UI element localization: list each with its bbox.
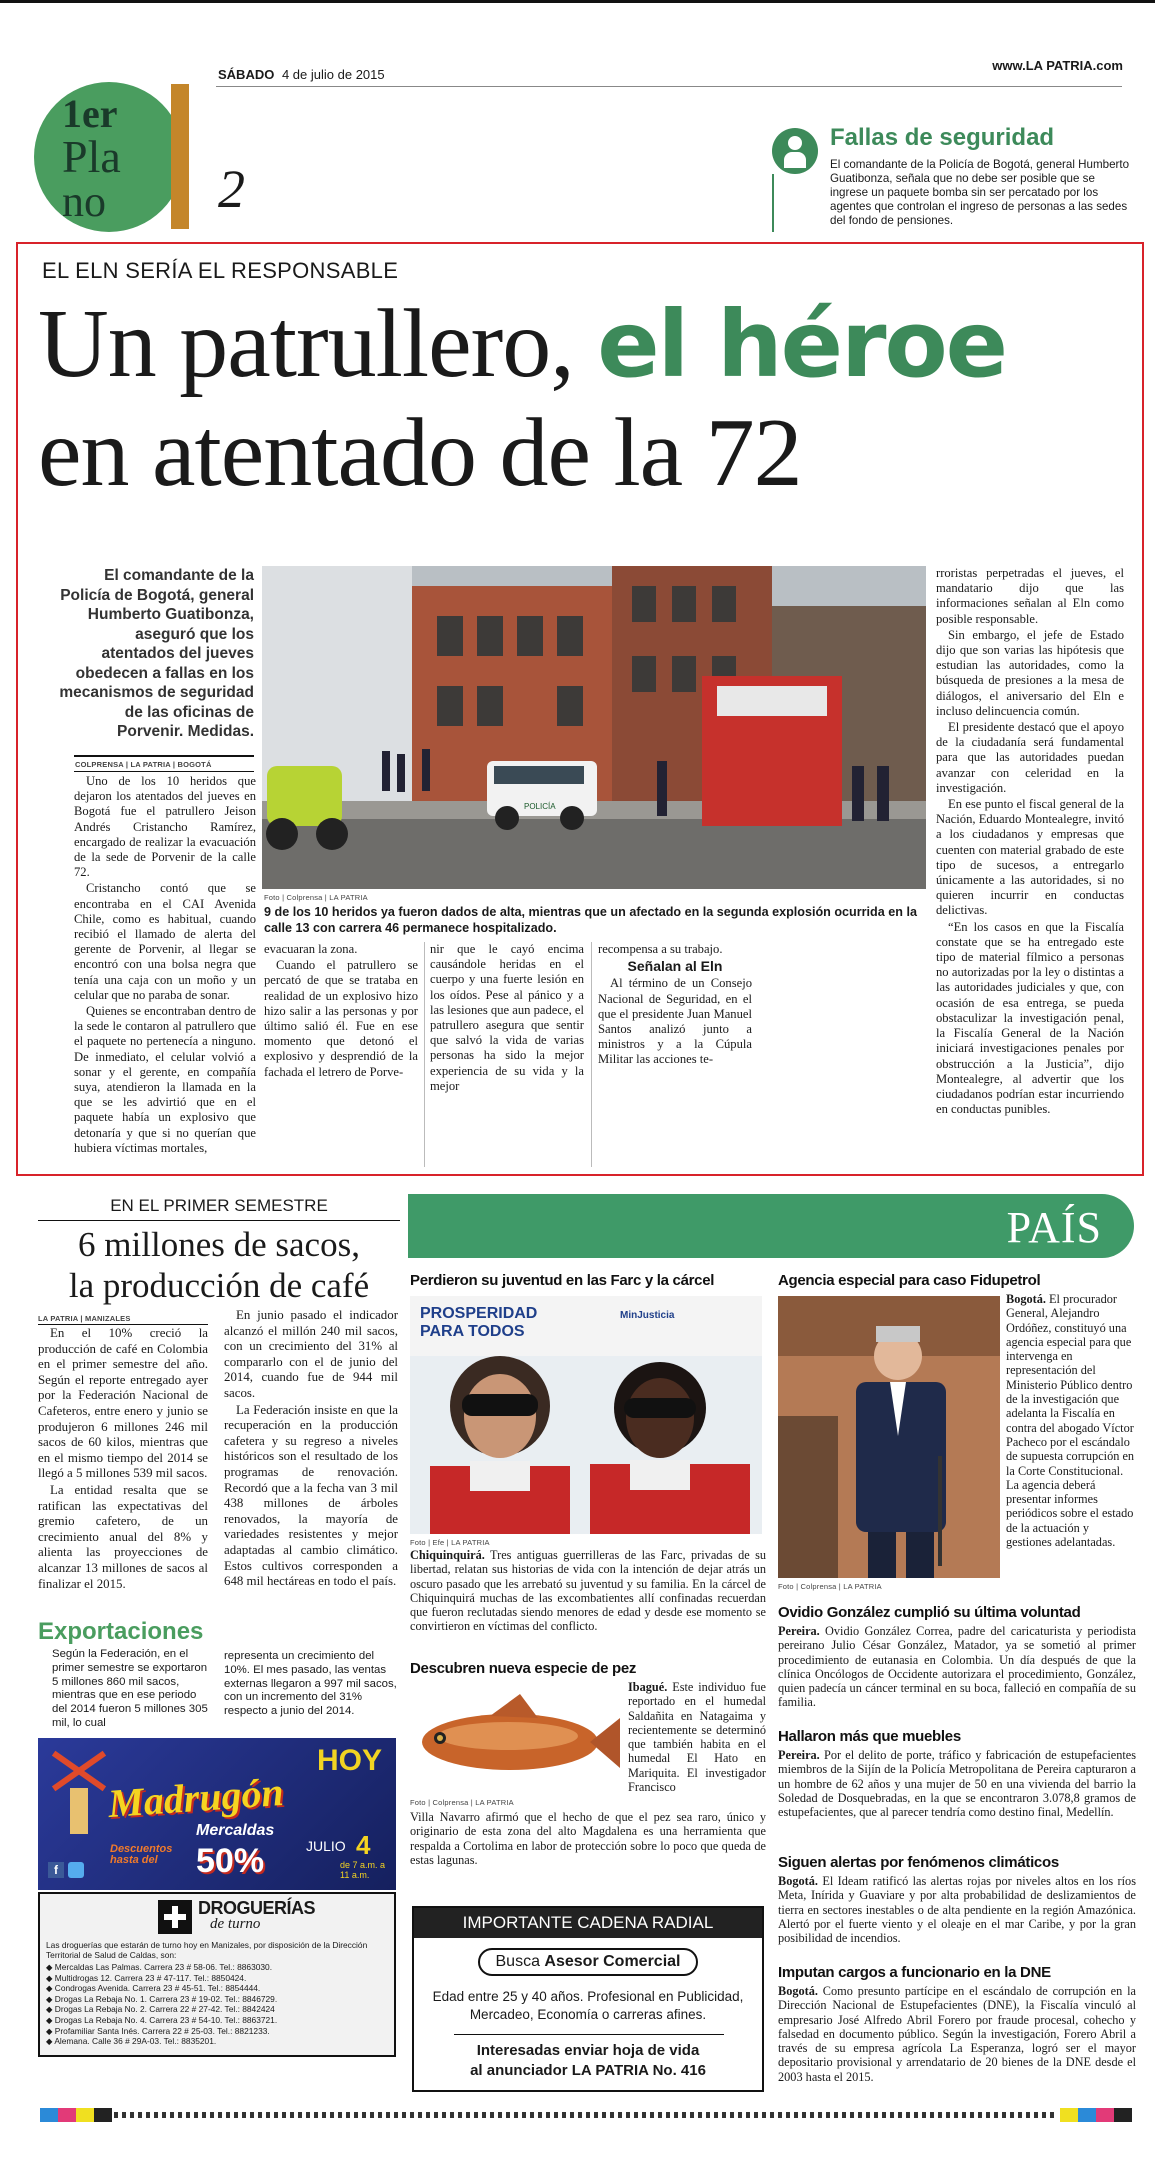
export-title: Exportaciones <box>38 1618 204 1645</box>
fish-illustration <box>410 1684 622 1796</box>
lead-summary: El comandante de la Policía de Bogotá, general Humberto Guatibonza, aseguró que los atentados del jueves obedecen a fallas en los mecanismos de seguridad de las oficinas de Porvenir. Medidas. <box>59 567 254 740</box>
fidupetrol-photo <box>778 1296 1000 1578</box>
ad-hours: de 7 a.m. a 11 a.m. <box>340 1860 386 1880</box>
alertas-title[interactable]: Siguen alertas por fenómenos climáticos <box>778 1854 1059 1871</box>
farc-text <box>410 1548 766 1634</box>
farc-place: Chiquinquirá. <box>410 1548 485 1562</box>
lead-col-3 <box>430 942 584 1095</box>
lead-photo-caption: 9 de los 10 heridos ya fueron dados de alta, mientras que un afectado en la segunda explosión ocurrida en la calle 13 con carrera 46 permanece hospitalizado. <box>264 905 917 935</box>
dne-text <box>778 1984 1136 2084</box>
lead-col1-p: Cristancho contó que se encontraba en el CAI Avenida Chile, como es habitual, cuando recibió el llamado de alerta del gerente de Porvenir, al llegar se encontró con una bolsa negra que tenía una caja con un moño y un celular que no paraba de sonar. <box>74 881 256 1002</box>
teaser-text: El comandante de la Policía de Bogotá, general Humberto Guatibonza, señala que no debe ser posible que se ingrese un paquete bomba sin ser percatado por los agentes que controlan el ingreso de personas a las sedes del fondo de pensiones. <box>830 158 1130 227</box>
banner-text-3: MinJusticia <box>620 1310 675 1321</box>
ad-madrugon[interactable] <box>38 1738 396 1890</box>
coffee-title-1: 6 millones de sacos, <box>78 1225 360 1264</box>
pharmacy-list <box>46 1962 390 2047</box>
classified-cta-2: al anunciador LA PATRIA No. 416 <box>470 2062 706 2079</box>
classified-body: Edad entre 25 y 40 años. Profesional en Publicidad, Mercadeo, Economía o carreras afines. <box>432 1989 744 2022</box>
fish-place: Ibagué. <box>628 1680 668 1694</box>
fidupetrol-title[interactable]: Agencia especial para caso Fidupetrol <box>778 1272 1041 1289</box>
lead-col2-p: Cuando el patrullero se percató de que se trataba en realidad de un explosivo hizo hizo salir a las personas y por último salió él. Fue en ese momento que detonó el explosivo y desprendió de la fachada el letrero de Porve- <box>264 958 418 1079</box>
date-line <box>218 67 385 82</box>
teaser-title[interactable]: Fallas de seguridad <box>830 124 1055 151</box>
lead-right-col <box>936 566 1124 1118</box>
pharmacy-item: ◆ Condrogas Avenida. Carrera 23 # 45-51. Tel.: 8854444. <box>46 1983 261 1994</box>
fidupetrol-place: Bogotá. <box>1006 1292 1046 1306</box>
pharmacy-item: ◆ Drogas La Rebaja No. 1. Carrera 23 # 19-02. Tel.: 8846729. <box>46 1993 278 2004</box>
export-right: representa un crecimiento del 10%. El mes pasado, las ventas externas llegaron a 997 mil sacos, con un incremento del 31% respecto a junio del 2014. <box>224 1650 397 1718</box>
muebles-place: Pereira. <box>778 1748 820 1762</box>
ad-day: 4 <box>356 1830 371 1860</box>
ad-discount-label: Descuentos hasta del <box>110 1843 173 1866</box>
lead-col-4 <box>598 942 752 1069</box>
classified-pill <box>478 1948 698 1976</box>
logo-line-2: Pla <box>62 131 121 182</box>
windmill-icon <box>48 1758 108 1838</box>
farc-photo-illustration <box>410 1296 762 1534</box>
muebles-title[interactable]: Hallaron más que muebles <box>778 1728 961 1745</box>
ovidio-text <box>778 1624 1136 1710</box>
coffee-col1-p: En el 10% creció la producción de café en Colombia en el primer semestre del año. Según el reporte entregado ayer por la Federación Nacional de Cafeteros, entre enero y junio se produjeron 6 millones 246 mil sacos de 60 kilos, mientras que en el mismo tiempo del 2014 se llegó a 5 millones 539 mil sacos. <box>38 1326 208 1481</box>
page-number: 2 <box>218 159 245 219</box>
lead-kicker: EL ELN SERÍA EL RESPONSABLE <box>42 258 399 283</box>
fidupetrol-illustration <box>778 1296 1000 1578</box>
dne-place: Bogotá. <box>778 1984 818 1998</box>
fish-photo <box>410 1684 622 1796</box>
pharmacy-item: ◆ Profamiliar Santa Inés. Carrera 22 # 25-03. Tel.: 8821233. <box>46 2025 270 2036</box>
fish-title[interactable]: Descubren nueva especie de pez <box>410 1660 637 1677</box>
lead-photo-credit: Foto | Colprensa | LA PATRIA <box>264 893 368 902</box>
pharmacy-title-2: de turno <box>210 1916 261 1932</box>
ovidio-body: Ovidio González Correa, padre del caricaturista y periodista pereirano Julio César González, Matador, ya se sometió al primer procedimiento de eutanasia en Colombia. Un día después de que la clínica Oncólogos de Occidente autorizara el procedimiento, González, quien padecía un cáncer terminal en su boca, falleció en compañía de su familia. <box>778 1624 1137 1710</box>
lead-col1-p: Uno de los 10 heridos que dejaron los atentados del jueves en Bogotá fue el patrullero Jeison Andrés Cristancho Ramírez, encargado de realizar la evacuación de la sede de Porvenir de la calle 72. <box>74 774 256 880</box>
date-day: SÁBADO <box>218 67 275 82</box>
pais-label: PAÍS <box>1006 1203 1102 1252</box>
alertas-text <box>778 1874 1136 1945</box>
coffee-story <box>38 1190 400 1750</box>
pharmacy-item: ◆ Drogas La Rebaja No. 2. Carrera 22 # 27-42. Tel.: 8842424 <box>46 2004 275 2015</box>
logo-line-1: 1er <box>62 91 118 136</box>
lead-right-p: “En los casos en que la Fiscalía constate que se ha entregado este tipo de material fílmico a personas no autorizadas por la ley o distintas a las autoridades judiciales y que, con ocasión de esa entrega, se pueda obstaculizar la investigación penal, la Fiscalía General de la Nación iniciará investigaciones penales por obstrucción a la Justicia”, dijo Montealegre, al advertir que los ciudadanos podrían estar incurriendo en conductas punibles. <box>936 919 1124 1117</box>
fish-body-top: Este individuo fue reportado en el humedal Saldañita en Natagaima y recientemente se determinó que también habita en el humedal El Hato en Mariquita. El investigador Francisco <box>628 1680 766 1795</box>
teaser-icon <box>772 128 818 174</box>
pharmacy-icon <box>158 1900 192 1934</box>
ad-month: JULIO <box>306 1838 346 1854</box>
coffee-col-2 <box>224 1308 398 1591</box>
ad-title: Madrugón <box>106 1768 285 1827</box>
farc-credit: Foto | Efe | LA PATRIA <box>410 1538 490 1547</box>
lead-right-p: En ese punto el fiscal general de la Nación, Eduardo Montealegre, invitó a los ciudadanos y empresas que cuenten con material grabado de este tipo de sucesos, a entregarlo únicamente a las autoridades, si no quieren incurrir en conductas delictivas. <box>936 797 1124 918</box>
photo-sign-text: POLICÍA <box>524 802 556 811</box>
lead-byline: COLPRENSA | LA PATRIA | BOGOTÁ <box>75 760 212 769</box>
dne-body: Como presunto partícipe en el escándalo de corrupción en la Dirección Nacional de Estupefacientes (DNE), la Fiscalía vinculó al empresario José Alfredo Abril Forero por fraude procesal, cohecho y falsedad en documento público. Según la investigación, Forero Abril a través de su empresa agrícola La Esperanza, logró ser el mayor depositario provisional y arrendatario de 20 bienes de la DNE desde el 2003 hasta el 2015. <box>778 1984 1136 2084</box>
pharmacy-item: ◆ Mercaldas Las Palmas. Carrera 23 # 58-06. Tel.: 8863030. <box>46 1962 273 1972</box>
page-header <box>0 0 1155 235</box>
pharmacy-box <box>38 1892 396 2057</box>
pais-banner <box>408 1194 1134 1258</box>
coffee-title-2: la producción de café <box>68 1266 370 1305</box>
footer-bar <box>40 2108 1136 2122</box>
farc-title[interactable]: Perdieron su juventud en las Farc y la cárcel <box>410 1272 715 1289</box>
classified-pill-b: Asesor Comercial <box>544 1953 681 1970</box>
lead-col4-p: Al término de un Consejo Nacional de Seguridad, en el que el presidente Juan Manuel Santos analizó junto a ministros y a la Cúpula Militar las acciones te- <box>598 976 752 1067</box>
lead-col-1 <box>74 774 256 1157</box>
lead-headline <box>38 290 1006 507</box>
ovidio-title[interactable]: Ovidio González cumplió su última voluntad <box>778 1604 1081 1621</box>
pharmacy-item: ◆ Multidrogas 12. Carrera 23 # 47-117. Tel.: 8850424. <box>46 1972 247 1983</box>
coffee-col1-p: La entidad resalta que se ratifican las expectativas del gremio cafetero, de un crecimiento anual del 8% y alienta las proyecciones de alcanzar 13 millones de sacos al finalizar el 2015. <box>38 1482 208 1591</box>
headline-part-a: Un patrullero, <box>38 290 598 398</box>
pharmacy-title-1: DROGUERÍAS <box>198 1898 316 1918</box>
export-left: Según la Federación, en el primer semestre se exportaron 5 millones 860 mil sacos, mientras que en ese periodo del 2014 fueron 5 millones 305 mil, lo cual <box>52 1648 208 1729</box>
ad-store: Mercaldas <box>196 1822 275 1839</box>
fish-text-bottom: Villa Navarro afirmó que el hecho de que el pez sea raro, único y originario de esta zona del alto Magdalena es una herramienta que respalda a Cortolima en labor de protección sobre lo poco que queda de estas lagunas. <box>410 1810 766 1867</box>
lead-col1-p: Quienes se encontraban dentro de la sede le contaron al patrullero que el paquete no pertenecía a ninguno. De inmediato, el celular volvió a sonar y el gerente, en compañía suya, atendieron la llamada en la que se les advirtió que en el paquete había un explosivo que detonaría y que si no querían que hubiera víctimas mortales, <box>74 1004 256 1155</box>
dne-title[interactable]: Imputan cargos a funcionario en la DNE <box>778 1964 1051 1981</box>
twitter-icon[interactable] <box>68 1862 84 1878</box>
lead-col4-subhead: Señalan al Eln <box>627 958 723 975</box>
classified-ad[interactable] <box>412 1906 764 2092</box>
classified-cta-1: Interesadas enviar hoja de vida <box>476 2042 700 2059</box>
fish-credit: Foto | Colprensa | LA PATRIA <box>410 1798 514 1807</box>
muebles-body: Por el delito de porte, tráfico y fabricación de estupefacientes miembros de la Sijín de la Policía Metropolitana de Pereira capturaron a un hombre de 62 años y una mujer de 50 en una vivienda del barrio la Soledad de Dosquebradas, en la que se encontraron 3.078,8 gramos de estupefacientes, que al parecer tendría como destino final, Medellín. <box>778 1748 1137 1820</box>
lead-right-p: El presidente destacó que el apoyo de la ciudadanía será fundamental para que las autoridades puedan avanzar con celeridad en la investigación. <box>936 720 1124 795</box>
ad-hoy: HOY <box>316 1744 382 1777</box>
headline-part-c: en atentado de la 72 <box>38 399 802 507</box>
site-url: www.LA PATRIA.com <box>992 58 1123 73</box>
lead-story <box>16 242 1144 1176</box>
pharmacy-item: ◆ Alemana. Calle 36 # 29A-03. Tel.: 8835201. <box>46 2036 217 2047</box>
alertas-body: El Ideam ratificó las alertas rojas por niveles altos en los ríos Meta, Inírida y Guaviare y por alta probabilidad de deslizamientos de tierra en sectores inestables o de alta pendiente en la región Amazónica. Alertó por el fuerte viento y el oleaje en el mar Caribe, y por la gran posibilidad de incendios. <box>778 1874 1136 1946</box>
farc-photo <box>410 1296 762 1534</box>
coffee-kicker: EN EL PRIMER SEMESTRE <box>110 1196 328 1215</box>
lead-col3-p: nir que le cayó encima causándole heridas en el cuerpo y una fuerte lesión en los oídos. Pese al pánico y a las lesiones que aun padece, el patrullero asegura que sentir que salvó la vida de varias personas ha sido la mejor experiencia de su vida y la mejor <box>430 942 584 1093</box>
lead-col-2 <box>264 942 418 1081</box>
logo-line-3: no <box>62 177 106 226</box>
fidupetrol-body: El procurador General, Alejandro Ordóñez, constituyó una agencia especial para que intervenga en representación del Ministerio Público dentro de la investigación que adelanta la Fiscalía en contra del abogado Víctor Pacheco por el escándalo de supuesta corrupción en la Corte Constitucional. La agencia deberá presentar informes periódicos sobre el estado de la actuación y gestiones adelantadas. <box>1006 1292 1135 1550</box>
facebook-icon[interactable]: f <box>48 1862 64 1878</box>
classified-pill-a: Busca <box>495 1953 545 1970</box>
banner-text-1: PROSPERIDAD <box>420 1305 538 1322</box>
fish-text-top <box>628 1680 766 1794</box>
lead-photo-illustration <box>262 566 926 889</box>
pharmacy-intro: Las droguerías que estarán de turno hoy en Manizales, por disposición de la Dirección Territorial de Salud de Caldas, son: <box>46 1940 368 1960</box>
coffee-col2-p: La Federación insiste en que la recuperación en la producción cafetera y su regreso a niveles históricos son el resultado de los programas de renovación. Recordó que a la fecha van 3 mil 438 millones de árboles renovados, la mayoría de variedades resistentes y mejor adaptadas al cambio climático. Estos cultivos corresponden a 648 mil hectáreas en todo el país. <box>224 1402 398 1589</box>
headline-part-b: el héroe <box>597 291 1007 398</box>
fidupetrol-credit: Foto | Colprensa | LA PATRIA <box>778 1582 882 1591</box>
fidupetrol-text <box>1006 1292 1136 1549</box>
coffee-col2-p: En junio pasado el indicador alcanzó el millón 240 mil sacos, con un crecimiento del 31% al compararlo con el de junio del 2014, cuando fue de 944 mil sacos. <box>224 1308 398 1400</box>
lead-right-p: Sin embargo, el jefe de Estado dijo que son varias las hipótesis que estudian las autoridades, como la búsqueda de presiones a la mesa de diálogos, el aniversario del Eln e incluso delincuencia común. <box>936 627 1124 718</box>
coffee-col-1 <box>38 1326 208 1593</box>
lead-photo <box>262 566 926 889</box>
pharmacy-item: ◆ Drogas La Rebaja No. 4. Carrera 23 # 54-10. Tel.: 8863721. <box>46 2014 278 2025</box>
classified-header: IMPORTANTE CADENA RADIAL <box>414 1908 762 1938</box>
lead-right-p: rroristas perpetradas el jueves, el mandatario dijo que las informaciones señalan al Eln como posible responsable. <box>936 566 1124 626</box>
section-logo <box>34 82 200 232</box>
date-rest: 4 de julio de 2015 <box>281 67 385 82</box>
farc-body: Tres antiguas guerrilleras de las Farc, privadas de su libertad, relatan sus historias de vida con la intención de dejar atrás un oscuro pasado que les arrebató su juventud y su familia. En la cárcel de Chiquinquirá muchas de las excombatientes allí confinadas recuerdan que fueron reclutadas siendo menores de edad y desde ese momento se convirtieron en víctimas del conflicto. <box>410 1548 767 1634</box>
muebles-text <box>778 1748 1136 1819</box>
lead-col4-text: recompensa a su trabajo. <box>598 942 723 956</box>
lead-col2-p: evacuaran la zona. <box>264 942 358 956</box>
ad-discount: 50% <box>196 1842 265 1880</box>
banner-text-2: PARA TODOS <box>420 1323 525 1340</box>
coffee-byline: LA PATRIA | MANIZALES <box>38 1314 131 1323</box>
ovidio-place: Pereira. <box>778 1624 820 1638</box>
alertas-place: Bogotá. <box>778 1874 818 1888</box>
